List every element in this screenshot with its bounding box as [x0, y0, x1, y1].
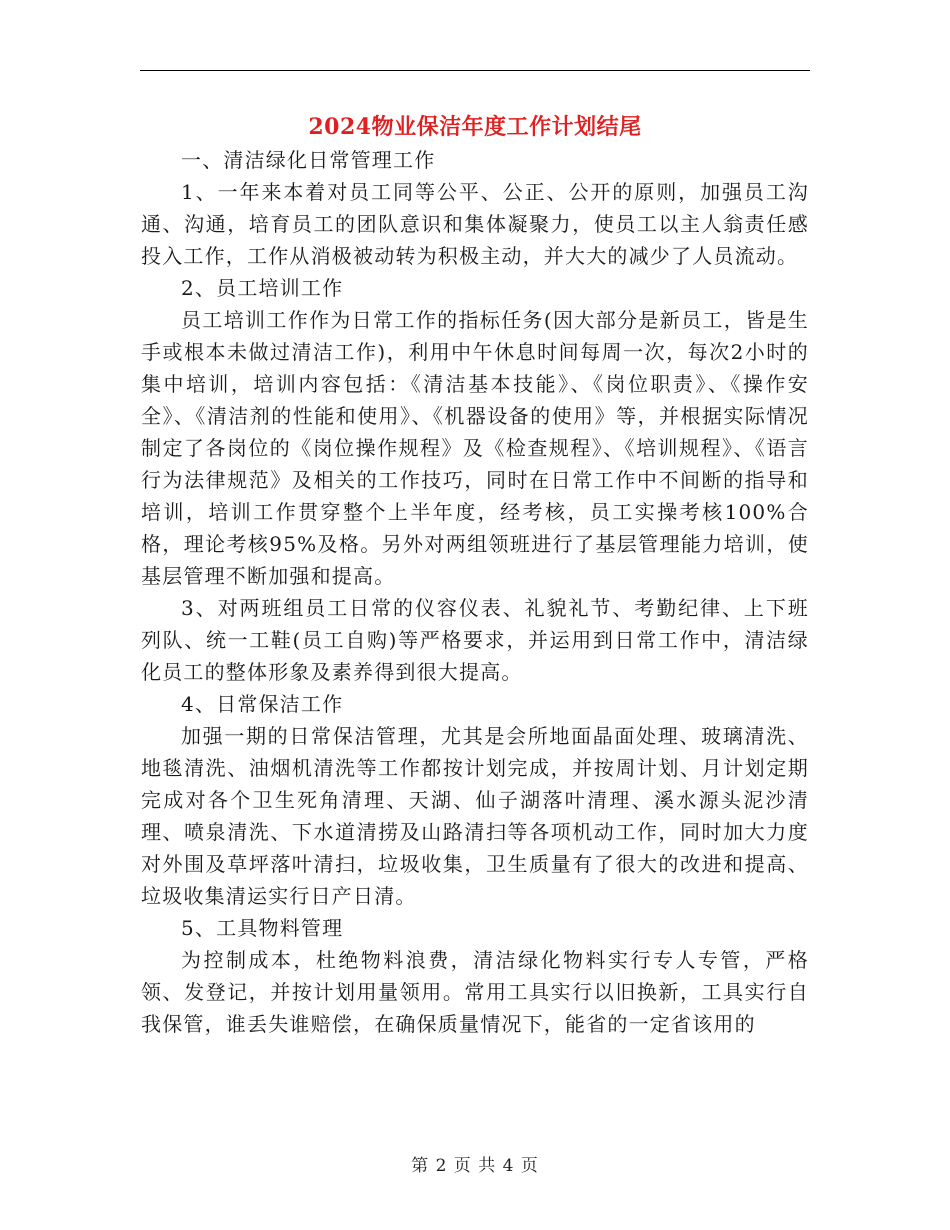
- paragraph-staff-relations: 1、一年来本着对员工同等公平、公正、公开的原则，加强员工沟通、沟通，培育员工的团队意识和集体凝聚力，使员工以主人翁责任感投入工作，工作从消极被动转为积极主动，并大大的减少了人员流动。: [141, 180, 809, 268]
- subheading-tools-materials: 5、工具物料管理: [181, 916, 344, 940]
- section-heading-cleaning-management: 一、清洁绿化日常管理工作: [181, 148, 436, 172]
- paragraph-appearance-discipline: 3、对两班组员工日常的仪容仪表、礼貌礼节、考勤纪律、上下班列队、统一工鞋(员工自购)等严格要求，并运用到日常工作中，清洁绿化员工的整体形象及素养得到很大提高。: [141, 596, 809, 684]
- header-rule: [140, 70, 810, 71]
- paragraph-tools-materials: 为控制成本，杜绝物料浪费，清洁绿化物料实行专人专管，严格领、发登记，并按计划用量领用。常用工具实行以旧换新，工具实行自我保管，谁丢失谁赔偿，在确保质量情况下，能省的一定省该用的: [141, 948, 809, 1036]
- subheading-daily-cleaning: 4、日常保洁工作: [181, 692, 344, 716]
- paragraph-staff-training: 员工培训工作作为日常工作的指标任务(因大部分是新员工，皆是生手或根本未做过清洁工作)，利用中午休息时间每周一次，每次2小时的集中培训，培训内容包括：《清洁基本技能》、《岗位职责》、《操作安全》、《清洁剂的性能和使用》、《机器设备的使用》等，并根据实际情况制定了各岗位的《岗位操作规程》及《检查规程》、《培训规程》、《语言行为法律规范》及相关的工作技巧，同时在日常工作中不间断的指导和培训，培训工作贯穿整个上半年度，经考核，员工实操考核100%合格，理论考核95%及格。另外对两组领班进行了基层管理能力培训，使基层管理不断加强和提高。: [141, 308, 809, 588]
- paragraph-daily-cleaning: 加强一期的日常保洁管理，尤其是会所地面晶面处理、玻璃清洗、地毯清洗、油烟机清洗等工作都按计划完成，并按周计划、月计划定期完成对各个卫生死角清理、天湖、仙子湖落叶清理、溪水源头泥沙清理、喷泉清洗、下水道清捞及山路清扫等各项机动工作，同时加大力度对外围及草坪落叶清扫，垃圾收集，卫生质量有了很大的改进和提高、垃圾收集清运实行日产日清。: [141, 724, 809, 908]
- document-body: [141, 110, 809, 1040]
- subheading-staff-training: 2、员工培训工作: [181, 276, 344, 300]
- page-number-footer: 第 2 页 共 4 页: [411, 1156, 539, 1176]
- document-title: 2024物业保洁年度工作计划结尾: [308, 114, 642, 140]
